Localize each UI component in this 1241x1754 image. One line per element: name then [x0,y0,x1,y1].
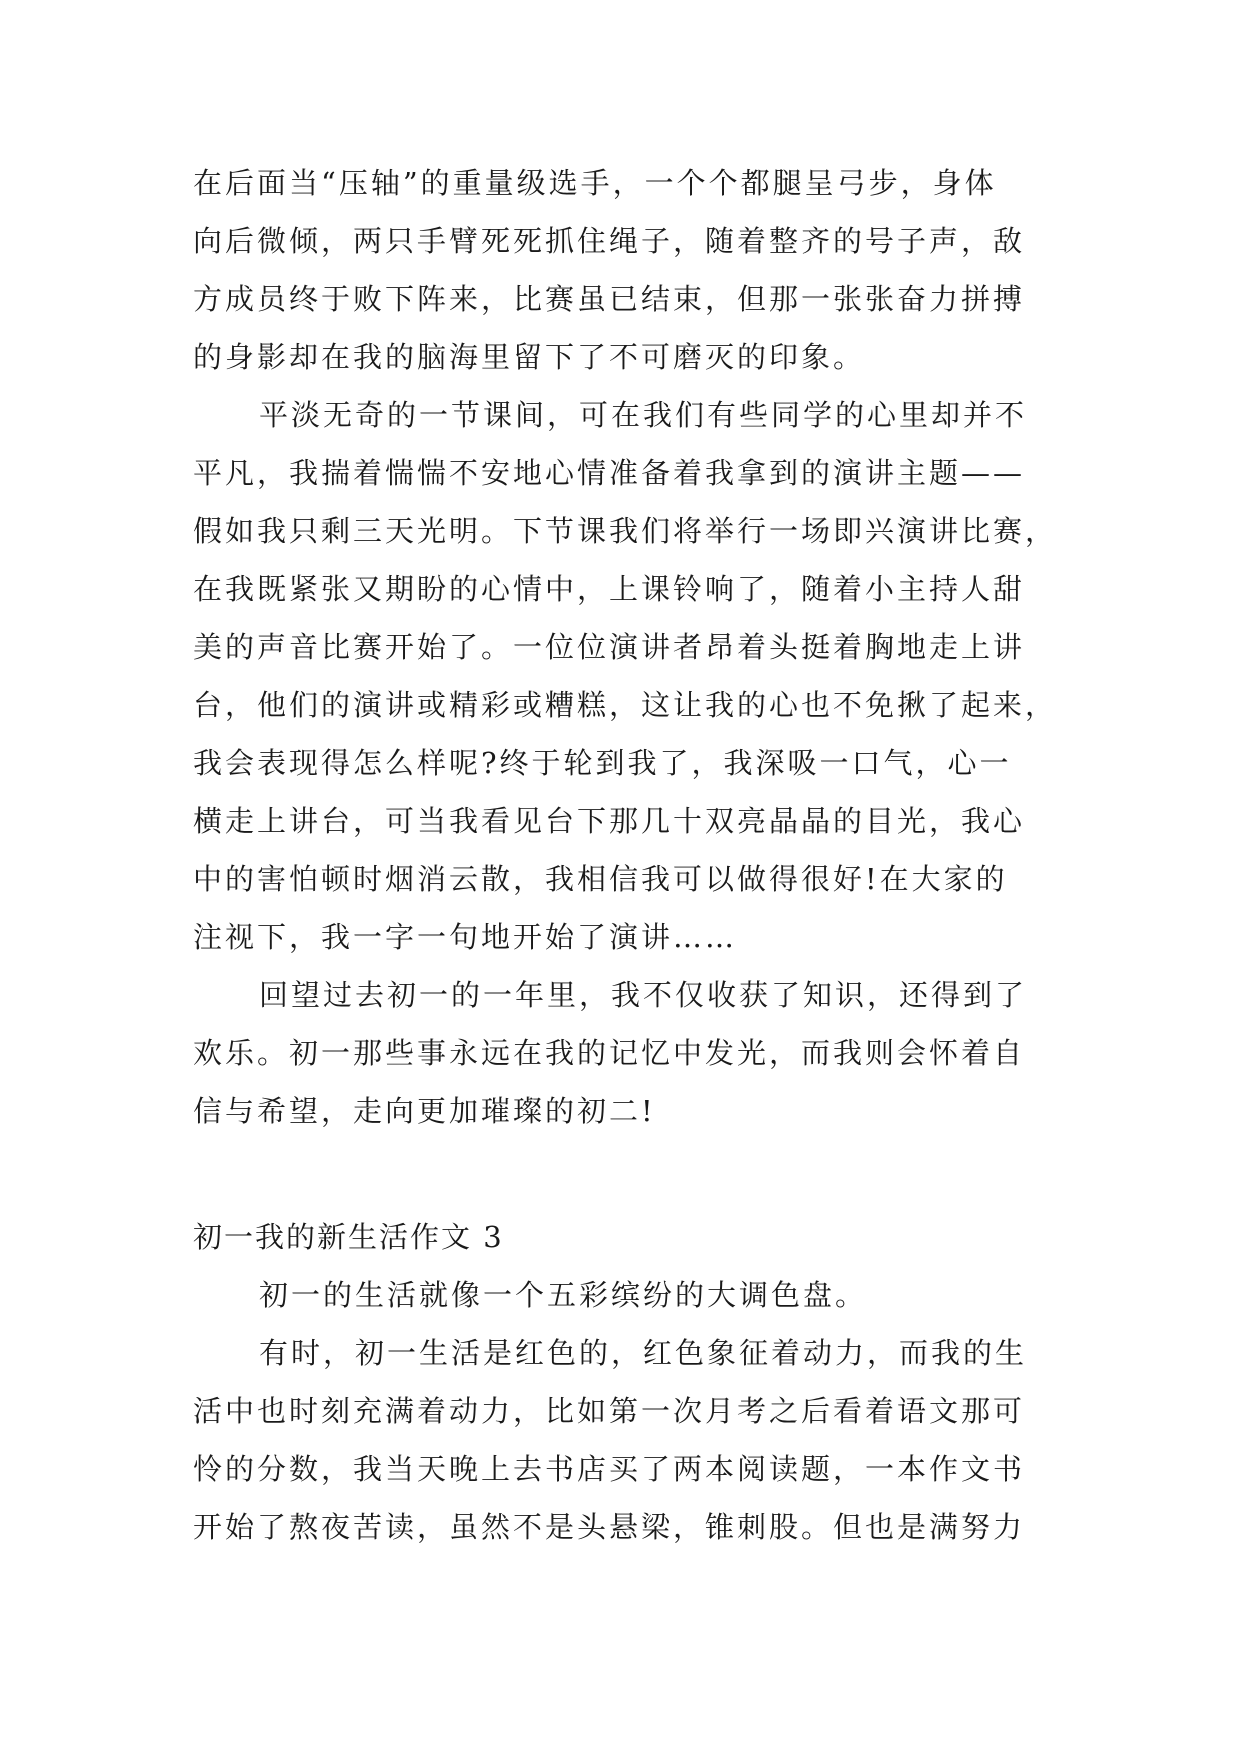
text-line: 向后微倾，两只手臂死死抓住绳子，随着整齐的号子声，敌 [193,224,1026,258]
text-line: 回望过去初一的一年里，我不仅收获了知识，还得到了 [259,978,1028,1012]
text-line: 方成员终于败下阵来，比赛虽已结束，但那一张张奋力拼搏 [193,282,1026,316]
text-line: 我会表现得怎么样呢?终于轮到我了，我深吸一口气，心一 [193,746,1012,780]
text-line: 横走上讲台，可当我看见台下那几十双亮晶晶的目光，我心 [193,804,1026,838]
text-line: 在后面当“压轴”的重量级选手，一个个都腿呈弓步，身体 [193,166,997,200]
section-heading: 初一我的新生活作文 3 [193,1220,504,1254]
essay-body-part-2 [193,1266,1053,1556]
text-line: 中的害怕顿时烟消云散，我相信我可以做得很好!在大家的 [193,862,1008,896]
text-line: 平凡，我揣着惴惴不安地心情准备着我拿到的演讲主题—— [193,456,1026,490]
text-line: 美的声音比赛开始了。一位位演讲者昂着头挺着胸地走上讲 [193,630,1026,664]
text-line: 初一的生活就像一个五彩缤纷的大调色盘。 [259,1278,868,1312]
text-line: 有时，初一生活是红色的，红色象征着动力，而我的生 [259,1336,1028,1370]
text-line: 开始了熬夜苦读，虽然不是头悬梁，锥刺股。但也是满努力 [193,1510,1026,1544]
text-line: 在我既紧张又期盼的心情中，上课铃响了，随着小主持人甜 [193,572,1026,606]
text-line: 平淡无奇的一节课间，可在我们有些同学的心里却并不 [259,398,1028,432]
text-line: 注视下，我一字一句地开始了演讲…… [193,920,738,954]
essay-body-part-1 [193,154,1058,1140]
text-line: 台，他们的演讲或精彩或糟糕，这让我的心也不免揪了起来， [193,688,1058,722]
text-line: 欢乐。初一那些事永远在我的记忆中发光，而我则会怀着自 [193,1036,1026,1070]
text-line: 假如我只剩三天光明。下节课我们将举行一场即兴演讲比赛， [193,514,1058,548]
text-line: 怜的分数，我当天晚上去书店买了两本阅读题，一本作文书 [193,1452,1026,1486]
text-line: 活中也时刻充满着动力，比如第一次月考之后看着语文那可 [193,1394,1026,1428]
text-line: 信与希望，走向更加璀璨的初二! [193,1094,656,1128]
text-line: 的身影却在我的脑海里留下了不可磨灭的印象。 [193,340,866,374]
